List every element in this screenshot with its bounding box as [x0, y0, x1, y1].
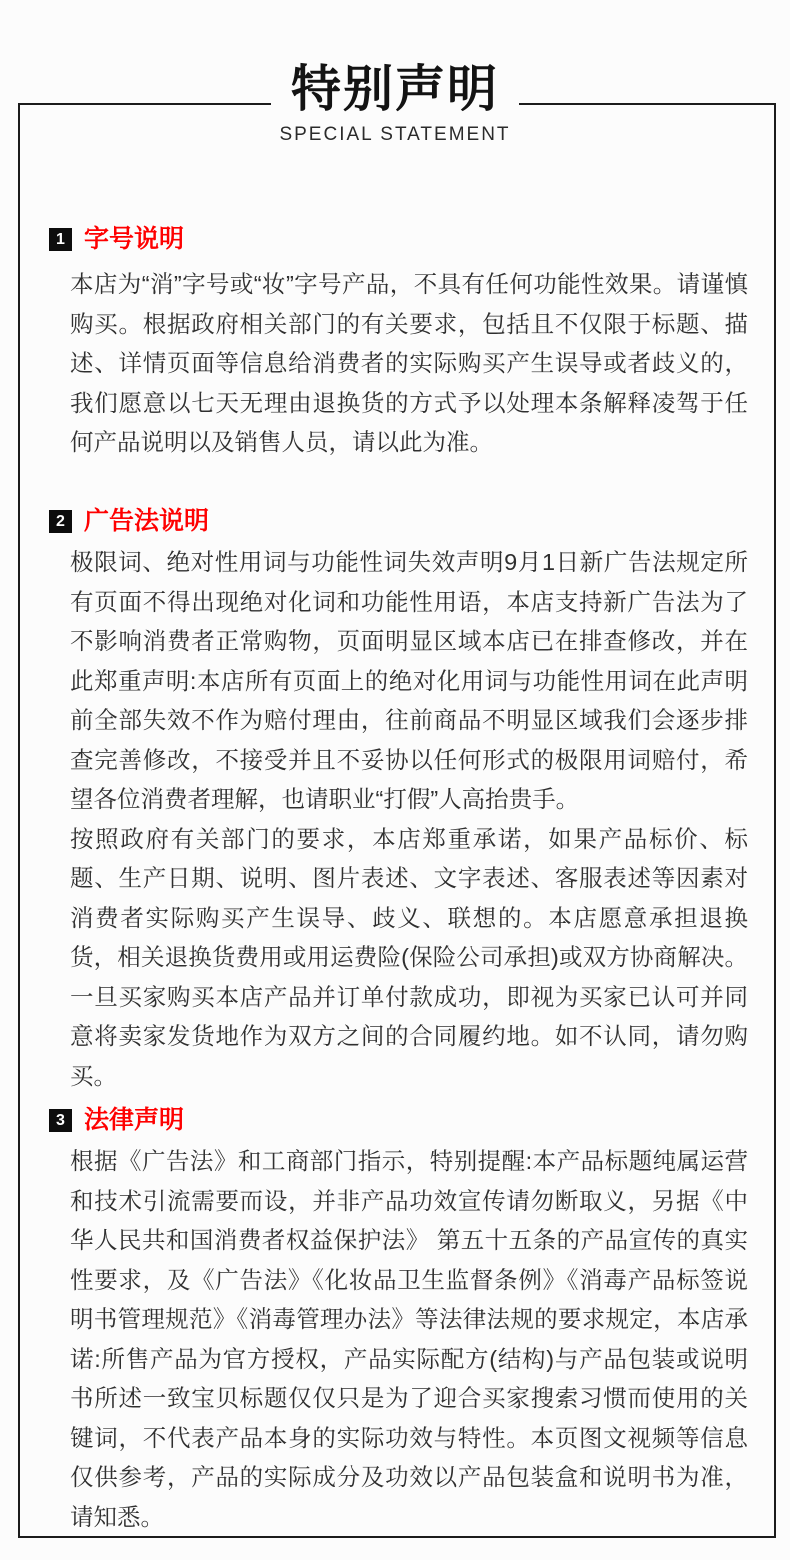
section-heading: 法律声明 [84, 1106, 185, 1134]
section-legal-statement [0, 1108, 790, 1537]
section-number-badge: 1 [49, 228, 72, 251]
section-header [49, 1108, 790, 1133]
section-header [49, 227, 790, 252]
section-advertising-law-statement [0, 509, 790, 1096]
title-block [0, 60, 790, 146]
section-paragraph: 按照政府有关部门的要求，本店郑重承诺，如果产品标价、标题、生产日期、说明、图片表述、文字表述、客服表述等因素对消费者实际购买产生误导、歧义、联想的。本店愿意承担退换货，相关退换货费用或用运费险(保险公司承担)或双方协商解决。一旦买家购买本店产品并订单付款成功，即视为买家已认可并同意将卖家发货地作为双方之间的合同履约地。如不认同，请勿购买。 [70, 825, 748, 1089]
section-font-size-statement [0, 227, 790, 463]
page-subtitle: SPECIAL STATEMENT [279, 124, 511, 145]
section-paragraph: 本店为“消”字号或“妆”字号产品，不具有任何功能性效果。请谨慎购买。根据政府相关部门的有关要求，包括且不仅限于标题、描述、详情页面等信息给消费者的实际购买产生误导或者歧义的，我们愿意以七天无理由退换货的方式予以处理本条解释凌驾于任何产品说明以及销售人员，请以此为准。 [70, 271, 748, 455]
section-heading: 广告法说明 [84, 507, 210, 535]
section-heading: 字号说明 [84, 225, 185, 253]
section-paragraph: 根据《广告法》和工商部门指示，特别提醒:本产品标题纯属运营和技术引流需要而设，并非产品功效宣传请勿断取义，另据《中华人民共和国消费者权益保护法》 第五十五条的产品宣传的真实性要求，及《广告法》《化妆品卫生监督条例》《消毒产品标签说明书管理规范》《消毒管理办法》等法律法规的要求规定，本店承诺:所售产品为官方授权，产品实际配方(结构)与产品包装或说明书所述一致宝贝标题仅仅只是为了迎合买家搜索习惯而使用的关键词，不代表产品本身的实际功效与特性。本页图文视频等信息仅供参考，产品的实际成分及功效以产品包装盒和说明书为准，请知悉。 [70, 1148, 748, 1530]
section-paragraph: 极限词、绝对性用词与功能性词失效声明9月1日新广告法规定所有页面不得出现绝对化词和功能性用语，本店支持新广告法为了不影响消费者正常购物，页面明显区域本店已在排查修改，并在此郑重声明:本店所有页面上的绝对化用词与功能性用词在此声明前全部失效不作为赔付理由，往前商品不明显区域我们会逐步排查完善修改，不接受并且不妥协以任何形式的极限用词赔付，希望各位消费者理解，也请职业“打假”人高抬贵手。 [70, 549, 748, 812]
page-title: 特别声明 [271, 60, 519, 118]
section-number-badge: 3 [49, 1109, 72, 1132]
section-header [49, 509, 790, 534]
section-number-badge: 2 [49, 510, 72, 533]
